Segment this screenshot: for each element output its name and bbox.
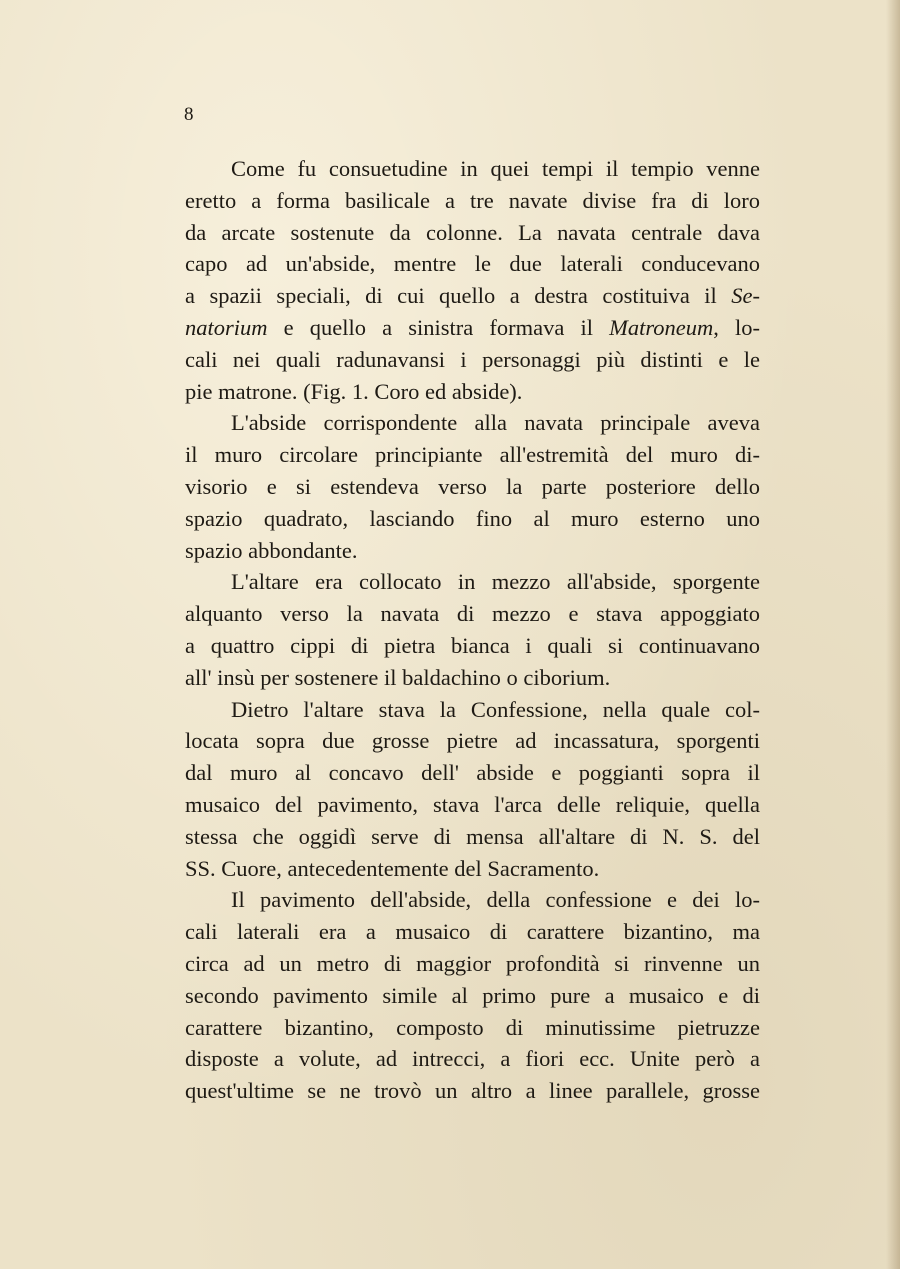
paragraph-1 [185,153,760,407]
text-line: da arcate sostenute da colonne. La navata centrale dava [185,219,760,245]
text-line: alquanto verso la navata di mezzo e stava appoggiato [185,601,760,627]
text-line: pie matrone. (Fig. 1. Coro ed abside). [185,378,523,404]
text-line: musaico del pavimento, stava l'arca delle reliquie, quella [185,791,760,817]
text-line: spazio quadrato, lasciando fino al muro esterno uno [185,505,760,531]
text-line: a quattro cippi di pietra bianca i quali si continuavano [185,632,760,658]
italic-term: Se- [731,283,760,309]
text-line: stessa che oggidì serve di mensa all'altare di N. S. del [185,823,760,849]
text-line: visorio e si estendeva verso la parte posteriore dello [185,473,760,499]
page-edge-shadow [886,0,900,1269]
text-line: a spazii speciali, di cui quello a destra costituiva il Se- [185,283,760,309]
paragraph-2 [185,407,760,566]
text-line: spazio abbondante. [185,537,358,563]
text-line: carattere bizantino, composto di minutissime pietruzze [185,1014,760,1040]
text-line: cali nei quali radunavansi i personaggi più distinti e le [185,346,760,372]
text-line: dal muro al concavo dell' abside e poggianti sopra il [185,760,760,786]
text-line: secondo pavimento simile al primo pure a musaico e di [185,982,760,1008]
text-line: eretto a forma basilicale a tre navate divise fra di loro [185,187,760,213]
paragraph-3 [185,566,760,693]
text-line: il muro circolare principiante all'estremità del muro di- [185,442,760,468]
text-line: Il pavimento dell'abside, della confessione e dei lo- [231,887,760,913]
text-line: disposte a volute, ad intrecci, a fiori ecc. Unite però a [185,1046,760,1072]
text-line: L'abside corrispondente alla navata principale aveva [231,410,760,436]
text-line: all' insù per sostenere il baldachino o ciborium. [185,664,611,690]
page-number: 8 [184,104,194,125]
text-line: Come fu consuetudine in quei tempi il tempio venne [231,156,760,181]
text-line: natorium e quello a sinistra formava il Matroneum, lo- [185,314,760,340]
text-line: circa ad un metro di maggior profondità si rinvenne un [185,950,760,976]
text-line: cali laterali era a musaico di carattere bizantino, ma [185,919,760,945]
italic-term: Matroneum [609,314,714,340]
text-line: capo ad un'abside, mentre le due laterali conducevano [185,251,760,277]
paragraph-5 [185,884,760,1107]
paragraph-4 [185,694,760,885]
text-line: locata sopra due grosse pietre ad incassatura, sporgenti [185,728,760,754]
text-line: Dietro l'altare stava la Confessione, nella quale col- [231,696,760,722]
body-text [185,153,760,1107]
text-line: SS. Cuore, antecedentemente del Sacramento. [185,855,600,881]
text-line: L'altare era collocato in mezzo all'abside, sporgente [231,569,760,595]
italic-term: natorium [185,314,268,340]
text-line: quest'ultime se ne trovò un altro a linee parallele, grosse [185,1078,760,1104]
